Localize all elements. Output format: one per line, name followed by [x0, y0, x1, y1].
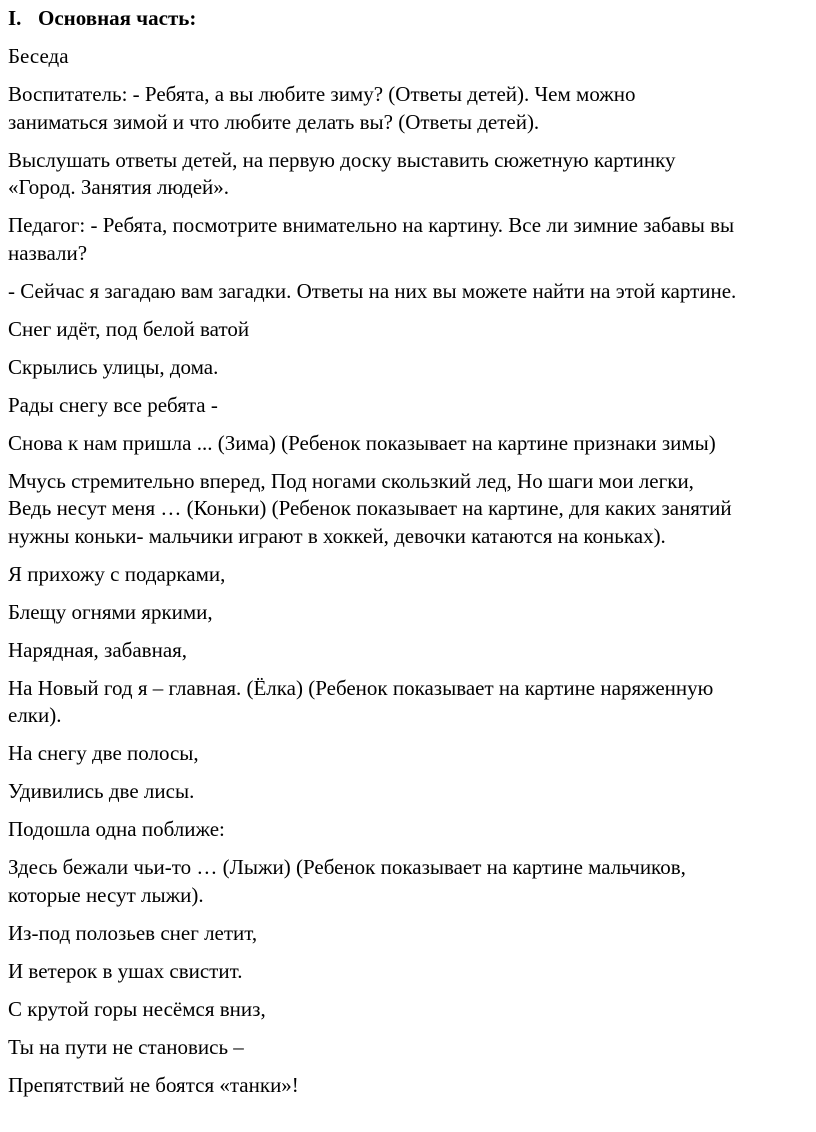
text-line: Педагог: - Ребята, посмотрите внимательно на картину. Все ли зимние забавы вы	[8, 213, 735, 237]
document-page	[8, 0, 808, 1110]
text-line: Препятствий не боятся «танки»!	[8, 1072, 299, 1097]
paragraph	[8, 316, 808, 344]
text-line: На Новый год я – главная. (Ёлка) (Ребенок показывает на картине наряженную	[8, 675, 714, 700]
paragraph	[8, 1072, 808, 1100]
text-line: Воспитатель: - Ребята, а вы любите зиму? (Ответы детей). Чем можно	[8, 82, 636, 106]
paragraph	[8, 468, 808, 551]
paragraph	[8, 278, 808, 306]
paragraph	[8, 958, 808, 986]
paragraph	[8, 212, 808, 267]
paragraph	[8, 561, 808, 589]
text-line: Скрылись улицы, дома.	[8, 354, 219, 379]
text-line: елки).	[8, 703, 62, 727]
section-number: I.	[8, 6, 22, 30]
text-line: Ведь несут меня … (Коньки) (Ребенок показывает на картине, для каких занятий	[8, 496, 732, 520]
paragraph	[8, 996, 808, 1024]
text-line: Удивились две лисы.	[8, 779, 195, 803]
paragraph	[8, 740, 808, 768]
text-line: Блещу огнями яркими,	[8, 599, 213, 624]
text-line: И ветерок в ушах свистит.	[8, 958, 243, 983]
paragraph	[8, 147, 808, 202]
section-heading	[8, 0, 808, 36]
paragraph	[8, 81, 808, 136]
text-line: На снегу две полосы,	[8, 741, 199, 765]
text-line: заниматься зимой и что любите делать вы? (Ответы детей).	[8, 109, 540, 134]
section-title: Основная часть:	[38, 6, 197, 30]
text-line: «Город. Занятия людей».	[8, 175, 230, 199]
paragraph	[8, 1034, 808, 1062]
paragraph	[8, 430, 808, 458]
text-line: Здесь бежали чьи-то … (Лыжи) (Ребенок показывает на картине мальчиков,	[8, 855, 686, 879]
text-line: которые несут лыжи).	[8, 882, 204, 907]
text-line: Мчусь стремительно вперед, Под ногами скользкий лед, Но шаги мои легки,	[8, 468, 694, 493]
paragraph	[8, 778, 808, 806]
text-line: Снова к нам пришла ... (Зима) (Ребенок показывает на картине признаки зимы)	[8, 430, 716, 455]
paragraph	[8, 392, 808, 420]
paragraph	[8, 43, 808, 71]
text-line: Беседа	[8, 44, 69, 68]
text-line: Из-под полозьев снег летит,	[8, 920, 258, 945]
paragraph	[8, 854, 808, 909]
paragraph	[8, 816, 808, 844]
text-line: - Сейчас я загадаю вам загадки. Ответы на них вы можете найти на этой картине.	[8, 278, 737, 303]
paragraph	[8, 920, 808, 948]
paragraph	[8, 675, 808, 730]
text-line: Нарядная, забавная,	[8, 637, 188, 662]
text-line: Ты на пути не становись –	[8, 1034, 244, 1059]
paragraph	[8, 354, 808, 382]
text-line: Рады снегу все ребята -	[8, 392, 218, 417]
text-line: нужны коньки- мальчики играют в хоккей, девочки катаются на коньках).	[8, 523, 666, 548]
text-line: Подошла одна поближе:	[8, 817, 225, 841]
text-line: Выслушать ответы детей, на первую доску выставить сюжетную картинку	[8, 147, 676, 172]
text-line: С крутой горы несёмся вниз,	[8, 996, 266, 1021]
paragraph	[8, 637, 808, 665]
text-line: Я прихожу с подарками,	[8, 561, 226, 586]
text-line: Снег идёт, под белой ватой	[8, 316, 250, 341]
paragraph	[8, 599, 808, 627]
text-line: назвали?	[8, 240, 88, 265]
document-body	[8, 43, 808, 1099]
